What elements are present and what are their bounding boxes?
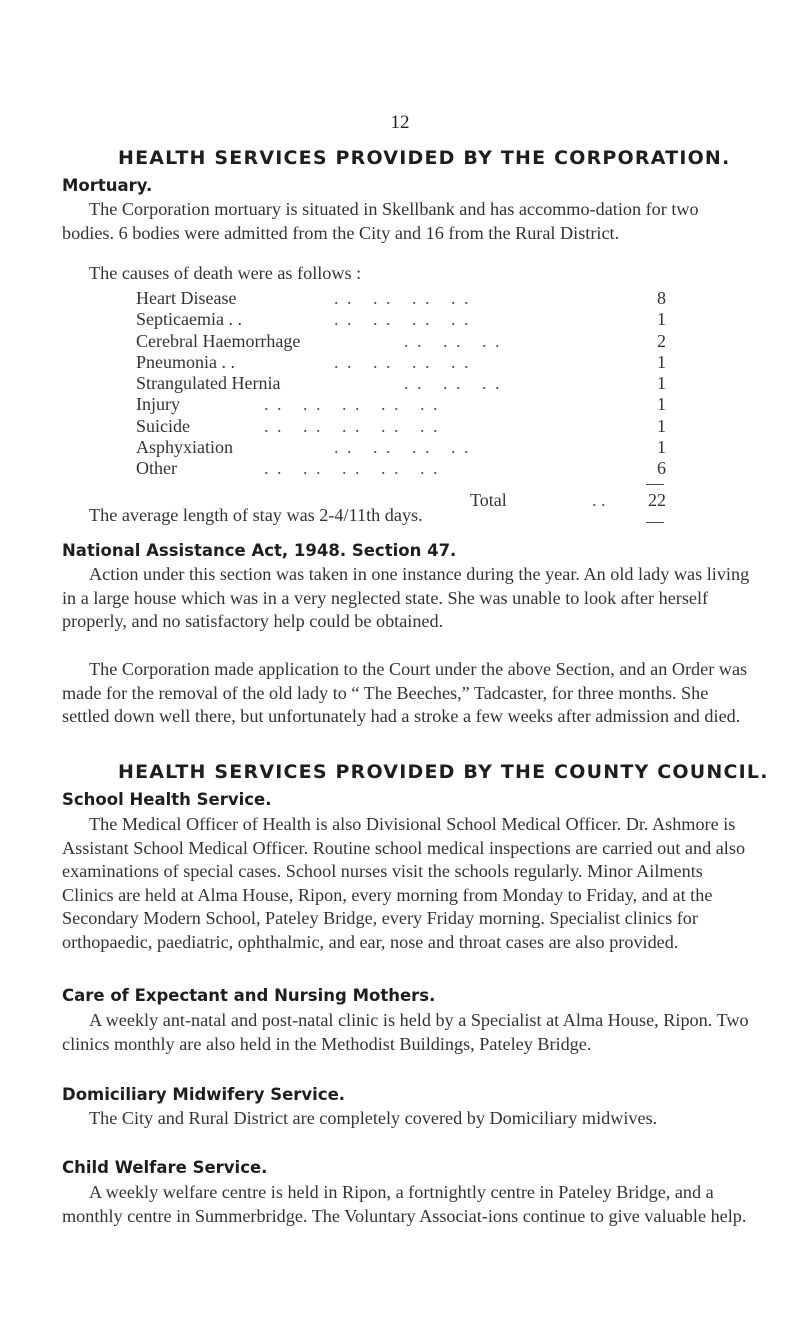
cause-count: 2: [657, 330, 666, 351]
cause-name: Strangulated Hernia: [136, 373, 281, 394]
national-assistance-paragraph-2: The Corporation made application to the Court under the above Section, and an Order was made for the removal of the old lady to “ The Beeches,” Tadcaster, for three months. She settled down well there, but unfortunately had a stroke a few weeks after admission and died.: [62, 659, 748, 726]
national-assistance-heading: National Assistance Act, 1948. Section 47.: [62, 541, 457, 560]
section-heading-county-council: HEALTH SERVICES PROVIDED BY THE COUNTY COUNCIL.: [118, 761, 769, 783]
leader-dots: . .: [592, 490, 606, 510]
cause-count: 1: [657, 437, 666, 458]
cause-row: [136, 373, 666, 394]
cause-name: Pneumonia . .: [136, 351, 235, 372]
mortuary-paragraph: The Corporation mortuary is situated in Skellbank and has accommo-dation for two bodies. 6 bodies were admitted from the City and 16 from the Rural District.: [62, 199, 699, 243]
cause-row: [136, 352, 666, 373]
cause-name: Injury: [136, 394, 180, 415]
leader-dots: . . . . . . . .: [334, 309, 471, 330]
section-heading-corporation: HEALTH SERVICES PROVIDED BY THE CORPORATION.: [118, 147, 731, 169]
cause-row: [136, 416, 666, 437]
child-welfare-paragraph: A weekly welfare centre is held in Ripon, a fortnightly centre in Pateley Bridge, and a monthly centre in Summerbridge. The Voluntary Associat-ions continue to give valuable help.: [62, 1182, 747, 1226]
cause-count: 8: [657, 288, 666, 308]
leader-dots: . . . . . . . . . .: [264, 415, 440, 436]
cause-name: Suicide: [136, 415, 190, 436]
cause-row: [136, 394, 666, 415]
causes-intro: The causes of death were as follows :: [89, 263, 362, 283]
cause-name: Asphyxiation: [136, 437, 233, 458]
midwifery-paragraph: The City and Rural District are completely covered by Domiciliary midwives.: [89, 1108, 658, 1128]
leader-dots: . . . . . .: [404, 373, 502, 394]
average-stay: The average length of stay was 2-4/11th days.: [89, 505, 423, 525]
midwifery-heading: Domiciliary Midwifery Service.: [62, 1085, 346, 1104]
cause-name: Septicaemia . .: [136, 309, 242, 330]
leader-dots: . . . . . .: [404, 330, 502, 351]
page-number: 12: [390, 112, 410, 133]
cause-row: [136, 437, 666, 458]
causes-of-death-table: [136, 288, 666, 480]
leader-dots: . . . . . . . . . .: [264, 458, 440, 479]
cause-count: 1: [657, 394, 666, 415]
school-health-paragraph: The Medical Officer of Health is also Divisional School Medical Officer. Dr. Ashmore is Assistant School Medical Officer. Routine school medical inspections are carried out and also examinations of special cases. School nurses visit the schools regularly. Minor Ailments Clinics are held at Alma House, Ripon, every morning from Monday to Friday, and at the Secondary Modern School, Pateley Bridge, every Friday morning. Specialist clinics for orthopaedic, paediatric, ophthalmic, and ear, nose and throat cases are also provided.: [62, 814, 746, 952]
child-welfare-heading: Child Welfare Service.: [62, 1158, 268, 1177]
cause-row: [136, 331, 666, 352]
total-rule-top: [646, 484, 664, 485]
leader-dots: . . . . . . . .: [334, 288, 471, 308]
cause-row: [136, 458, 666, 479]
leader-dots: . . . . . . . .: [334, 351, 471, 372]
cause-row: [136, 288, 666, 309]
leader-dots: . . . . . . . .: [334, 437, 471, 458]
leader-dots: . . . . . . . . . .: [264, 394, 440, 415]
cause-count: 1: [657, 309, 666, 330]
total-label: Total: [470, 490, 507, 510]
expectant-mothers-paragraph: A weekly ant-natal and post-natal clinic is held by a Specialist at Alma House, Ripon. Two clinics monthly are also held in the Methodist Buildings, Pateley Bridge.: [62, 1010, 749, 1054]
total-value: 22: [648, 490, 666, 510]
cause-count: 1: [657, 373, 666, 394]
expectant-mothers-heading: Care of Expectant and Nursing Mothers.: [62, 986, 436, 1005]
cause-count: 6: [657, 458, 666, 479]
national-assistance-paragraph-1: Action under this section was taken in one instance during the year. An old lady was living in a large house which was in a very neglected state. She was unable to look after herself properly, and no satisfactory help could be obtained.: [62, 564, 750, 631]
cause-name: Heart Disease: [136, 288, 237, 308]
cause-count: 1: [657, 415, 666, 436]
cause-name: Cerebral Haemorrhage: [136, 330, 301, 351]
cause-row: [136, 309, 666, 330]
mortuary-heading: Mortuary.: [62, 176, 153, 195]
school-health-heading: School Health Service.: [62, 790, 272, 809]
cause-name: Other: [136, 458, 177, 479]
cause-count: 1: [657, 351, 666, 372]
